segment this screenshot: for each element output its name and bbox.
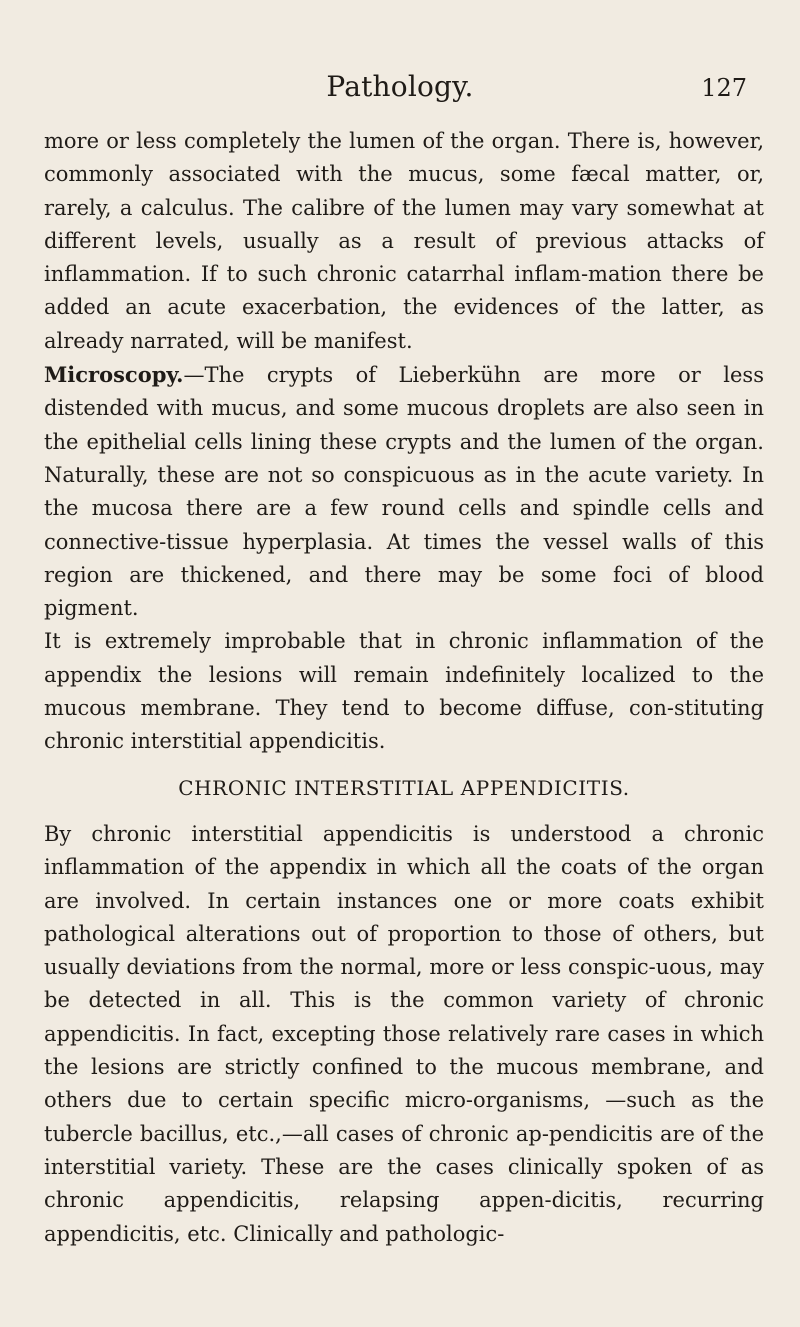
section-heading: CHRONIC INTERSTITIAL APPENDICITIS. — [178, 775, 630, 800]
paragraph-continuation: more or less completely the lumen of the organ. There is, however, commonly associated with the mucus, some fæcal matter, or, rarely, a calculus. The calibre of the lumen may vary somewhat at different levels, usually as a result of previous attacks of inflammation. If to such chronic catarrhal inflam-mation there be added an acute exacerbation, the evidences of the latter, as already narrated, will be manifest. — [44, 129, 764, 353]
running-head — [0, 70, 800, 110]
microscopy-label: Microscopy. — [44, 362, 184, 388]
paragraph-chronic-localization: It is extremely improbable that in chronic inflammation of the appendix the lesions will remain indefinitely localized to the mucous membrane. They tend to become diffuse, con-stituting chronic interstitial appendicitis. — [44, 629, 764, 754]
microscopy-paragraph — [44, 358, 764, 625]
page-number: 127 — [701, 74, 747, 102]
microscopy-text: —The crypts of Lieberkühn are more or less distended with mucus, and some mucous droplets are also seen in the epithelial cells lining these crypts and the lumen of the organ. Naturally, these are not so conspicuous as in the acute variety. In the mucosa there are a few round cells and spindle cells and connective-tissue hyperplasia. At times the vessel walls of this region are thickened, and there may be some foci of blood pigment. — [44, 363, 764, 621]
running-title: Pathology. — [326, 70, 474, 103]
paragraph-chronic-interstitial: By chronic interstitial appendicitis is understood a chronic inflammation of the appendix in which all the coats of the organ are involved. In certain instances one or more coats exhibit pathological alterations out of proportion to those of others, but usually deviations from the normal, more or less conspic-uous, may be detected in all. This is the common variety of chronic appendicitis. In fact, excepting those relatively rare cases in which the lesions are strictly confined to the mucous membrane, and others due to certain specific micro-organisms, —such as the tubercle bacillus, etc.,—all cases of chronic ap-pendicitis are of the interstitial variety. These are the cases clinically spoken of as chronic appendicitis, relapsing appen-dicitis, recurring appendicitis, etc. Clinically and pathologic- — [44, 821, 764, 1246]
body-text — [44, 125, 764, 1251]
